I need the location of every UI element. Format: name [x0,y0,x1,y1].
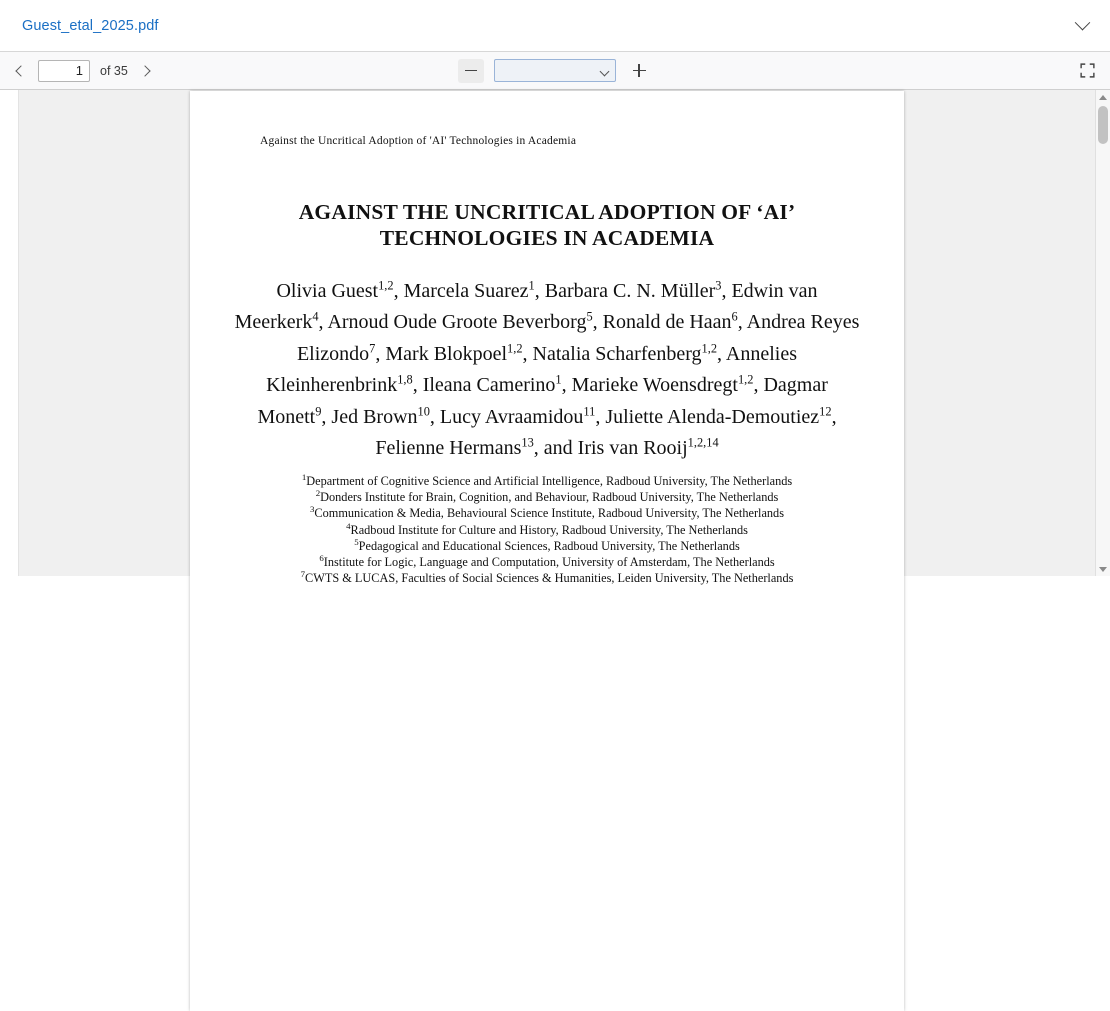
chevron-right-icon [139,65,150,76]
affiliation-item: $^4$Radboud Institute for Culture and History, Radboud University, The Netherlands [346,520,748,537]
toolbar [0,52,1110,90]
chevron-down-icon [600,67,610,77]
minus-icon [465,70,477,72]
affiliation-item: $^3$Communication & Media, Behavioural Science Institute, Radboud University, The Netherlands [310,504,784,521]
sidebar-strip [0,90,19,576]
zoom-out-button[interactable] [458,59,484,83]
chevron-left-icon [15,65,26,76]
chevron-down-icon [1074,15,1090,31]
zoom-controls [458,59,652,83]
fullscreen-button[interactable] [1074,59,1100,83]
page-total-label: of 35 [100,63,128,78]
author-list: Olivia Guest$^{1,2}$, Marcela Suarez$^1$, Barbara C. N. Müller$^3$, Edwin van Meerkerk$^4$, Arnoud Oude Groote Beverborg$^5$, Ronald de Haan$^6$, Andrea Reyes Elizondo$^7$, Mark Blokpoel$^{1,2}$, Natalia Scharfenberg$^{1,2}$, Annelies Kleinherenbrink$^{1,8}$, Ileana Camerino$^1$, Marieke Woensdregt$^{1,2}$, Dagmar Monett$^9$, Jed Brown$^{10}$, Lucy Avraamidou$^{11}$, Juliette Alenda-Demoutiez$^{12}$, Felienne Hermans$^{13}$, and Iris van Rooij$^{1,2,14}$ [234,278,860,459]
viewer-content [0,90,1110,586]
page-number-input[interactable] [38,60,90,82]
plus-icon [633,64,646,77]
zoom-level-select[interactable] [494,59,616,82]
toolbar-left-group [10,59,156,83]
affiliation-item: $^6$Institute for Logic, Language and Computation, University of Amsterdam, The Netherlands [319,553,775,570]
document-filename: Guest_etal_2025.pdf [22,17,159,34]
affiliation-list [218,473,876,587]
scroll-up-button[interactable] [1096,90,1110,104]
next-page-button[interactable] [134,59,156,83]
titlebar [0,0,1110,52]
affiliation-item: $^5$Pedagogical and Educational Sciences, Radboud University, The Netherlands [354,536,740,553]
page-canvas-area[interactable] [18,90,1110,586]
paper-title-line-1: AGAINST THE UNCRITICAL ADOPTION OF ‘AI’ [298,200,796,224]
toolbar-right-group [1074,59,1100,83]
scrollbar-thumb[interactable] [1098,106,1108,144]
affiliation-item: $^1$Department of Cognitive Science and Artificial Intelligence, Radboud University, The Netherlands [301,471,793,488]
pdf-page-1 [190,91,904,1011]
paper-title-line-2: TECHNOLOGIES IN ACADEMIA [379,226,715,251]
vertical-scrollbar[interactable] [1095,90,1110,576]
expand-panel-button[interactable] [1068,12,1096,40]
fullscreen-icon [1080,63,1095,78]
scroll-down-button[interactable] [1096,562,1110,576]
previous-page-button[interactable] [10,59,32,83]
triangle-down-icon [1099,567,1107,572]
running-head: Against the Uncritical Adoption of 'AI' Technologies in Academia [260,135,577,147]
affiliation-item: $^7$CWTS & LUCAS, Faculties of Social Sciences & Humanities, Leiden University, The Netherlands [300,569,794,586]
page-title [248,199,846,251]
triangle-up-icon [1099,95,1107,100]
affiliation-item: $^2$Donders Institute for Brain, Cognition, and Behaviour, Radboud University, The Netherlands [315,488,779,505]
zoom-in-button[interactable] [626,59,652,83]
